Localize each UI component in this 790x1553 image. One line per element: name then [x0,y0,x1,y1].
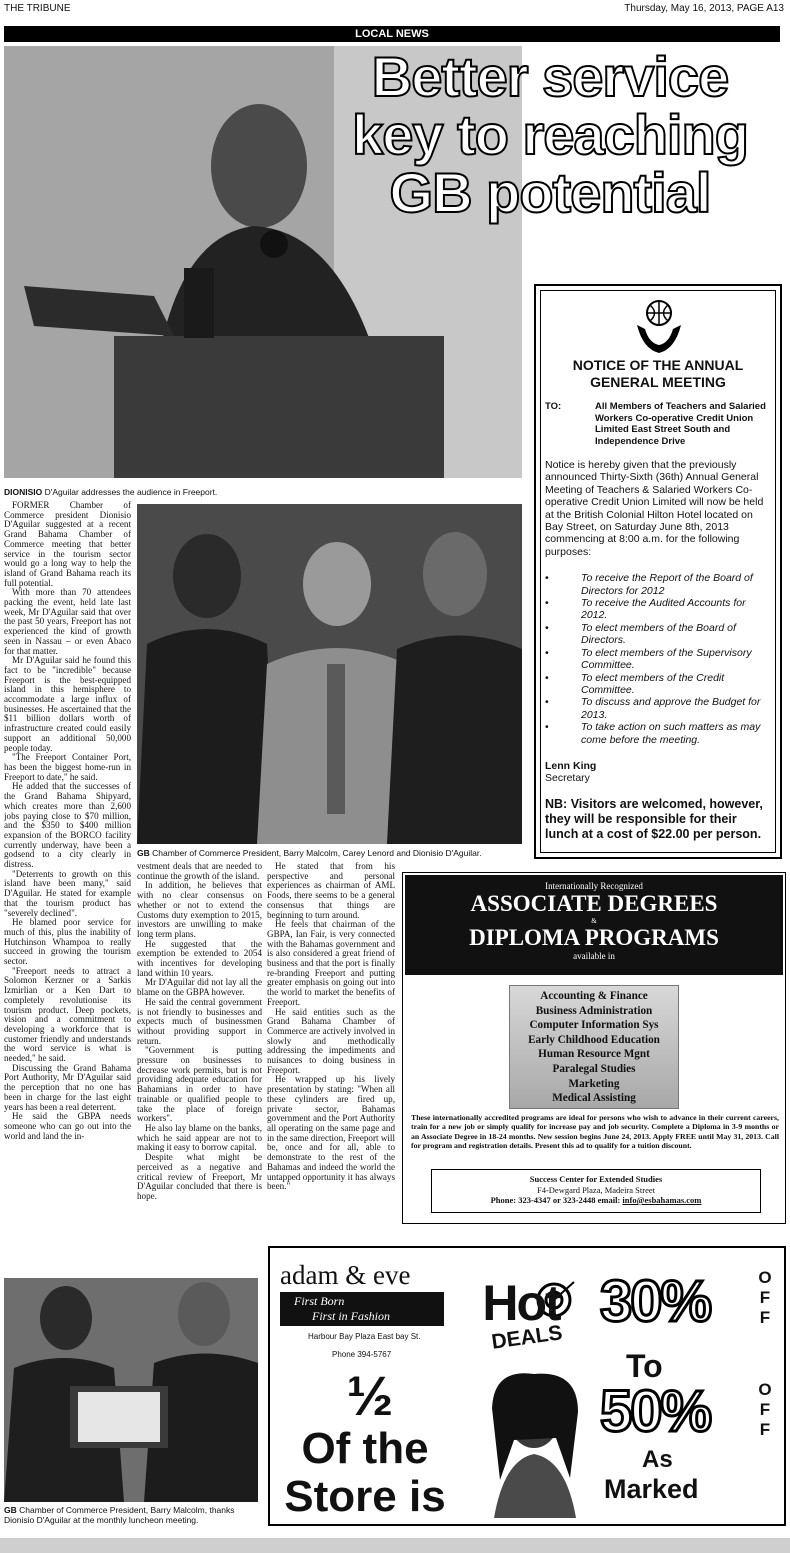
discount-30: 30% [600,1269,711,1334]
store-tagline [280,1292,444,1326]
to-label: TO: [545,401,562,412]
ad-ampersand: & [591,917,597,925]
paragraph: "Deterrents to growth on this island have been many," said D'Aguilar. He stated for example that the tourism product has "severely declined". [4,868,131,918]
half-symbol: ½ [346,1364,394,1427]
paragraph: "Government is putting pressure on businesses to decrease work permits, but is not providing adequate education for Bahamians in order to have trainable or qualified people to take the place of foreign workers". [137,1045,262,1124]
notice-title: NOTICE OF THE ANNUAL GENERAL MEETING [572,357,744,390]
paragraph: Despite what might be perceived as a negative and critical review of Freeport, Mr D'Aguilar concluded that there is hope. [137,1152,262,1201]
program-list [509,985,679,1109]
list-item: • To elect members of the Credit Committee. [545,672,771,697]
paragraph: He also lay blame on the banks, which he said appear are not to making it easy to borrow capital. [137,1122,262,1153]
store-phone: Phone 394-5767 [332,1350,392,1359]
off-letter: F [759,1400,771,1419]
to-text: All Members of Teachers and Salaried Workers Co-operative Credit Union Limited East Street South and Independence Drive [595,401,766,447]
paragraph: He said the central government is not friendly to businesses and expects much of businessmen without providing support in return. [137,996,262,1046]
program-item: Paralegal Studies [552,1062,636,1075]
discount-50: 50% [600,1379,711,1444]
photo-caption [4,1505,258,1525]
award-illustration [4,1278,258,1502]
program-item: Medical Assisting [552,1092,636,1105]
ad-available: available in [573,951,615,961]
ad-header [405,875,783,975]
ad-description: These internationally accredited programs are ideal for persons who wish to advance in their current careers, train for a new job or simply qualify for increase pay and job security. Complete a Diploma in 3-9 months or an Associate Degree in 18-24 months. New session begins June 24, 2013. Apply FREE until May 31, 2013. Call for program and registration details. Present this ad to qualify for a tuition discount. [411,1113,779,1151]
org-name: Success Center for Extended Studies [529,1174,663,1184]
caption-text: D'Aguilar addresses the audience in Freeport. [42,487,218,497]
deals-text: DEALS [490,1321,564,1354]
ad-title-1: ASSOCIATE DEGREES [470,891,718,916]
ad-intro: Internationally Recognized [545,881,643,891]
paragraph: Mr D'Aguilar did not lay all the blame on the GBPA however. [137,977,262,998]
paragraph: He feels that chairman of the GBPA, Ian Fair, is very connected with the Bahamas government and is also considered a great friend of business and that the port is finally re-branding Freeport and putting greater emphasis on going out into the world to market the benefits of Freeport. [267,919,395,1007]
award-photo [4,1278,258,1502]
paragraph: He blamed poor service for much of this, plus the inability of Hutchinson Whampoa to really succeed in growing the tourism sector. [4,917,131,967]
of-the-text: Of the [301,1424,429,1473]
paragraph: vestment deals that are needed to continue the growth of the island. [137,862,262,881]
signer-title: Secretary [545,772,590,785]
off-letter: F [759,1308,771,1327]
list-item: • To elect members of the Board of Directors. [545,622,771,647]
list-item: • To receive the Report of the Board of Directors for 2012 [545,572,771,597]
program-item: Business Administration [535,1004,653,1017]
marked-text: Marked [604,1474,699,1504]
list-item: • To elect members of the Supervisory Committee. [545,647,771,672]
caption-lead: DIONISIO [4,487,43,497]
headline: Better service key to reaching GB potential [352,45,748,224]
store-is-text: Store is [284,1472,446,1521]
paragraph: He wrapped up his lively presentation by stating: "When all these cylinders are fired up, private sector, Bahamas government and the Port Authority all operating on the same page and in the same direction, Freeport will be, once and for all, able to demonstrate to the rest of the Bahamas and indeed the world the untapped opportunity it has always been." [267,1074,395,1192]
hot-text: Hot [482,1275,560,1331]
list-item: • To discuss and approve the Budget for 2013. [545,696,771,721]
signer-name: Lenn King [545,759,597,772]
paragraph: Discussing the Grand Bahama Port Authority, Mr D'Aguilar said the perception that no one has been in charge for the last eight years has been a real deterrent. [4,1062,131,1112]
education-ad [402,872,786,1224]
ad-title-2: DIPLOMA PROGRAMS [469,925,719,950]
program-item: Early Childhood Education [528,1033,660,1046]
model-photo [474,1368,594,1518]
off-letter: F [759,1288,771,1307]
store-sale-ad [268,1246,786,1526]
paragraph: FORMER Chamber of Commerce president Dionisio D'Aguilar suggested at a recent Grand Bahama Chamber of Commerce meeting that better service in the tourism sector would go a long way to help the island of Grand Bahama reach its full potential. [4,501,131,588]
tagline-1: First Born [294,1294,345,1308]
org-email-link[interactable]: info@esbahamas.com [622,1195,702,1205]
paragraph: "The Freeport Container Port, has been the biggest home-run in Freeport to date," he said. [4,752,131,782]
off-letter: O [758,1380,772,1399]
off-letter: F [759,1420,771,1439]
program-item: Computer Information Sys [529,1019,659,1032]
list-item: • To take action on such matters as may come before the meeting. [545,721,771,746]
off-vertical [758,1380,772,1440]
notice-recipients [545,401,771,447]
as-text: As [642,1446,673,1473]
group-photo [137,504,522,844]
paragraph: With more than 70 attendees packing the event, held late last week, Mr D'Aguilar said that over the past 50 years, Freeport has not experienced the kind of growth seen in Nassau – or even Abaco for that matter. [4,587,131,656]
to-text: To [626,1348,663,1384]
paragraph: He stated that from his perspective and personal experiences as chairman of AML Foods, there seems to be a general consensus that things are beginning to turn around. [267,862,395,920]
purposes-list [545,572,771,746]
off-vertical [758,1268,772,1328]
article-column-1 [4,501,131,1273]
caption-lead: GB [4,1505,17,1515]
photo-caption [137,848,522,858]
store-address: Harbour Bay Plaza East bay St. [308,1332,421,1341]
paragraph: Mr D'Aguilar said he found this fact to be "incredible" because Freeport is the best-equipped island in this hemisphere to accommodate a large influx of businesses. He ascertained that the $11 billion dollars worth of infrastructure created could easily support an additional 50,000 people today. [4,655,131,753]
agm-notice [534,284,782,859]
paragraph: "Freeport needs to attract a Solomon Kerzner or a Sarkis Izmirlian or a Ken Dart to completely revolutionise its tourism product. Deep pockets, vision and a commitment to developing a workforce that is customer friendly and understands the word service is what is needed," he said. [4,965,131,1064]
paragraph: In addition, he believes that with no clear consensus on whether or not to extend the Customs duty exemption to 2015, investors are unwilling to make long term plans. [137,880,262,939]
caption-text: Chamber of Commerce President, Barry Malcolm, thanks Dionisio D'Aguilar at the monthly luncheon meeting. [4,1505,235,1525]
paragraph: He said the GBPA needs someone who can go out into the world and land the in- [4,1111,131,1141]
program-item: Marketing [568,1077,620,1090]
credit-union-logo-icon [635,299,683,355]
off-letter: O [758,1268,772,1287]
caption-lead: GB [137,848,150,858]
caption-text: Chamber of Commerce President, Barry Malcolm, Carey Lenord and Dionisio D'Aguilar. [149,848,482,858]
signature [545,760,771,785]
article-column-2 [137,862,262,1272]
program-item: Human Resource Mgnt [538,1048,650,1061]
ad-contact-box [431,1169,761,1213]
org-phone: Phone: 323-4347 or 323-2448 email: [490,1195,623,1205]
publication-name: THE TRIBUNE [4,3,71,14]
dateline: Thursday, May 16, 2013, PAGE A13 [624,3,784,14]
article-column-3 [267,862,395,1272]
store-name: adam & eve [280,1260,411,1290]
notice-body: Notice is hereby given that the previously announced Thirty-Sixth (36th) Annual General Meeting of Teachers & Salaried Workers Co-operative Credit Union Limited will now be held at the British Colonial Hilton Hotel located on Bay Street, on Saturday June 8th, 2013 commencing at 8:00 a.m. for the following purposes: [545,459,764,558]
visitor-note: NB: Visitors are welcomed, however, they will be responsible for their lunch at a cost of $22.00 per person. [545,796,763,841]
org-address: F4-Dewgard Plaza, Madeira Street [536,1184,655,1195]
photo-caption [4,487,522,497]
page-footer-bar [0,1538,790,1553]
org-phone-line [432,1195,760,1206]
program-item: Accounting & Finance [540,990,648,1002]
group-illustration [137,504,522,844]
paragraph: He added that the successes of the Grand Bahama Shipyard, which creates more than 2,600 jobs paying close to $70 million, and the $350 to $400 million expansion of the BORCO facility currently underway, have been a godsend to a city clearly in distress. [4,781,131,870]
section-label: LOCAL NEWS [4,26,780,42]
list-item: • To receive the Audited Accounts for 2012. [545,597,771,622]
paragraph: He said entities such as the Grand Bahama Chamber of Commerce are actively involved in slowly and methodically addressing the impediments and nuisances to doing business in Freeport. [267,1006,395,1075]
tagline-2: First in Fashion [312,1309,391,1323]
paragraph: He suggested that the exemption be extended to 2054 with incentives for developing land within 10 years. [137,938,262,978]
